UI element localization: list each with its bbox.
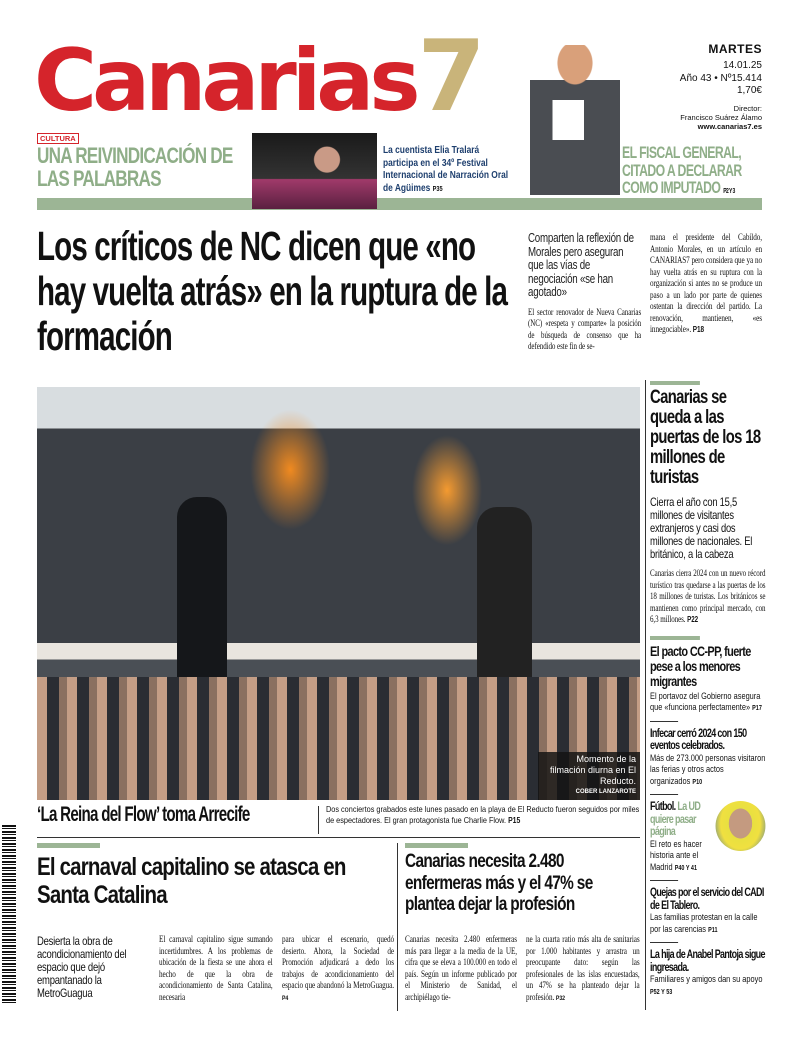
item-text: Familiares y amigos dan su apoyo [650,974,763,985]
photo-caption [538,752,640,800]
body-text: mana el presidente del Cabildo, Antonio Morales, en un artículo en CANARIAS7 pero considera que ya no hay vuelta atrás en su ruptura con la organización si antes no se produce un paso a un lado por parte de quienes ostentan la dirección del partido. La renovación, mantienen, «es innegociable». [650,232,762,334]
item-text: Las familias protestan en la calle por las carencias [650,912,758,935]
item-text: El portavoz del Gobierno asegura que «funciona perfectamente» [650,690,761,713]
divider [650,721,678,722]
divider [37,837,640,838]
page-ref: P22 [687,615,699,624]
green-marker [37,843,100,848]
page-ref: P40 Y 41 [674,864,697,872]
sidebar-item-football[interactable] [650,801,765,874]
lead-body-col2 [650,232,762,336]
page-ref: P18 [692,325,704,334]
divider [650,794,678,795]
sidebar-item-pacto[interactable] [650,644,765,715]
nurses-body-col2 [526,934,640,1004]
sidebar-column [650,381,765,998]
headline-text: EL FISCAL GENERAL, CITADO A DECLARAR COMO IMPUTADO [622,143,742,197]
issue: Año 43 • Nº15.414 [679,72,762,84]
item-text: El reto es hacer historia ante el Madrid [650,838,702,873]
item-headline: La UD quiere pasar página [650,801,701,838]
summary-text: La cuentista Elia Tralará participa en el 34º Festival Internacional de Narración Oral de Agüimes [383,144,509,194]
culture-headline[interactable]: UNA REIVINDICACIÓN DE LAS PALABRAS [37,143,233,191]
sidebar-item-infecar[interactable] [650,728,765,789]
price: 1,70€ [736,85,762,96]
green-marker [650,381,700,385]
sidebar-item-cadi[interactable] [650,887,765,936]
page-ref: P10 [692,778,703,786]
concert-photo [37,387,640,800]
item-text: Más de 273.000 personas visitaron las ferias y otros actos organizados [650,752,766,787]
carnival-subhead: Desierta la obra de acondicionamiento del espacio que dejó empantanado la MetroGuagua [37,934,127,1000]
item-headline: El pacto CC-PP, fuerte pese a los menores migrantes [650,642,751,689]
body-text: Canarias cierra 2024 con un nuevo récord turístico tras quedarse a las puertas de los 18 millones de turistas. Los británicos se mantienen como principal mercado, con 6,3 millones. [650,568,766,624]
green-marker [650,636,700,640]
storyteller-photo [252,133,377,209]
page-ref: P15 [508,815,521,825]
divider [650,942,678,943]
page-ref: P52 Y 53 [650,988,673,996]
page-ref: P17 [752,705,762,712]
item-kicker: Fútbol. [650,801,676,813]
photo-credit: COBER LANZAROTE [575,789,636,795]
item-headline: La hija de Anabel Pantoja sigue ingresada. [650,949,765,974]
lead-subhead: Comparten la reflexión de Morales pero aseguran que las vías de negociación «se han agotado» [528,231,634,299]
lead-side-column [528,232,641,353]
performer-figure [177,497,227,697]
page-ref: P4 [282,994,289,1002]
day: MARTES [708,42,762,56]
nurses-body-col1: Canarias necesita 2.480 enfermeras más para llegar a la media de la UE, cifra que se eleva a 100.000 en todo el país. Según un informe publicado por el Ministerio de Sanidad, el archipiélago tie- [405,934,517,1002]
summary-text: Dos conciertos grabados este lunes pasado en la playa de El Reducto fueron seguidos por miles de espectadores. El gran protagonista fue Charlie Flow. [326,804,640,825]
performer-figure [477,507,532,697]
photo-summary [326,804,640,826]
item-headline: Quejas por el servicio del CADI de El Tablero. [650,887,764,912]
body-text: para ubicar el escenario, quedó desierto. Ahora, la Sociedad de Promoción adjudicará a dedo los trabajos de acondicionamiento del espacio que abandonó la MetroGuagua. [282,934,394,990]
website[interactable]: www.canarias7.es [697,122,762,132]
director: Francisco Suárez Álamo [680,112,762,122]
logo-seven: 7 [417,20,481,134]
carnival-body-col2 [282,934,394,1004]
body-text: ne la cuarta ratio más alta de sanitarias por 1.000 habitantes y arrastra un preocupante dato: según las profesionales de las islas encuestadas, un 47% se ha planteado dejar la profesión. [526,934,640,1002]
tourism-subhead: Cierra el año con 15,5 millones de visitantes extranjeros y casi dos millones de nacionales. El británico, a la cabeza [650,495,753,561]
caption-text: Momento de la filmación diurna en El Reducto. [549,754,636,786]
photo-headline[interactable]: ‘La Reina del Flow’ toma Arrecife [37,803,250,826]
page-ref: P35 [432,185,443,193]
date: 14.01.25 [723,60,762,71]
sidebar-item-pantoja[interactable] [650,949,765,998]
column-rule [645,380,646,1010]
green-marker [405,843,468,848]
carnival-headline[interactable]: El carnaval capitalino se atasca en Santa Catalina [37,853,346,909]
tourism-body [650,568,765,626]
culture-summary[interactable] [383,144,511,196]
attorney-general-photo [530,45,620,195]
lead-body-col1: El sector renovador de Nueva Canarias (NC) «respeta y comparte» la posición de búsqueda de consenso que ha defendido este fin de se- [528,306,642,351]
page-ref: P32 [555,994,565,1002]
lead-headline[interactable]: Los críticos de NC dicen que «no hay vuelta atrás» en la ruptura de la formación [37,223,508,359]
logo-text: Canarias [34,31,416,131]
column-rule [397,843,398,1011]
nurses-headline[interactable]: Canarias necesita 2.480 enfermeras más y el 47% se plantea dejar la profesión [405,851,593,915]
edition-info [680,42,762,132]
fiscal-headline[interactable] [622,144,762,201]
divider [318,806,319,834]
carnival-body-col1: El carnaval capitalino sigue sumando incertidumbres. A los problemas de ubicación de la fiesta se une ahora el hecho de que la obra de acondicionamiento de Santa Catalina, necesaria [159,934,273,1002]
masthead-logo[interactable] [34,20,481,134]
tourism-headline[interactable]: Canarias se queda a las puertas de los 18 millones de turistas [650,387,761,488]
director-label: Director: [733,103,762,113]
item-headline: Infecar cerró 2024 con 150 eventos celebrados. [650,727,747,752]
section-label: CULTURA [37,133,79,144]
page-ref: P11 [708,926,718,934]
barcode [2,825,16,1005]
coach-avatar [716,801,766,851]
page-ref: P2 Y 3 [723,188,735,195]
divider [650,880,678,881]
